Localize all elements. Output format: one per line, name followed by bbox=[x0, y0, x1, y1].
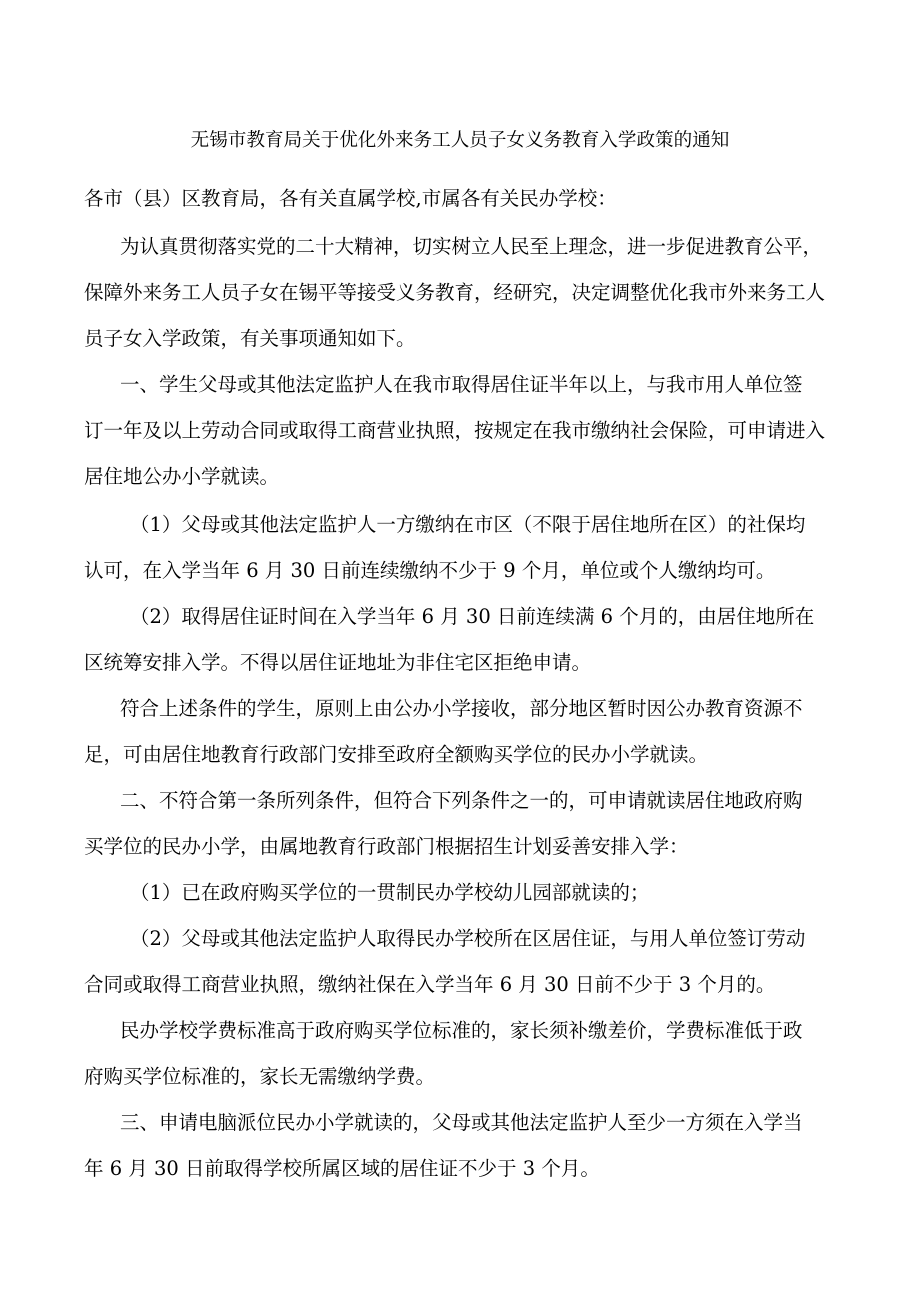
paragraph-line: 买学位的民办小学，由属地教育行政部门根据招生计划妥善安排入学： bbox=[84, 835, 689, 858]
paragraph-line: （2）取得居住证时间在入学当年 6 月 30 日前连续满 6 个月的，由居住地所在 bbox=[130, 605, 815, 628]
document-title: 无锡市教育局关于优化外来务工人员子女义务教育入学政策的通知 bbox=[190, 130, 730, 151]
salutation: 各市（县）区教育局，各有关直属学校,市属各有关民办学校： bbox=[84, 187, 617, 210]
paragraph-line: 区统筹安排入学。不得以居住证地址为非住宅区拒绝申请。 bbox=[84, 651, 592, 674]
paragraph-line: 符合上述条件的学生，原则上由公办小学接收，部分地区暂时因公办教育资源不 bbox=[120, 697, 803, 720]
paragraph-line: 民办学校学费标准高于政府购买学位标准的，家长须补缴差价，学费标准低于政 bbox=[120, 1019, 803, 1042]
paragraph-line: 年 6 月 30 日前取得学校所属区域的居住证不少于 3 个月。 bbox=[84, 1157, 600, 1180]
paragraph-line: 府购买学位标准的，家长无需缴纳学费。 bbox=[84, 1065, 436, 1088]
paragraph-line: 一、学生父母或其他法定监护人在我市取得居住证半年以上，与我市用人单位签 bbox=[120, 373, 803, 396]
paragraph-line: 员子女入学政策，有关事项通知如下。 bbox=[84, 327, 416, 350]
paragraph-line: 合同或取得工商营业执照，缴纳社保在入学当年 6 月 30 日前不少于 3 个月的。 bbox=[84, 973, 776, 996]
paragraph-line: 保障外来务工人员子女在锡平等接受义务教育，经研究，决定调整优化我市外来务工人 bbox=[84, 281, 826, 304]
paragraph-line: 认可，在入学当年 6 月 30 日前连续缴纳不少于 9 个月，单位或个人缴纳均可。 bbox=[84, 559, 776, 582]
paragraph-line: 足，可由居住地教育行政部门安排至政府全额购买学位的民办小学就读。 bbox=[84, 743, 709, 766]
paragraph-line: 二、不符合第一条所列条件，但符合下列条件之一的，可申请就读居住地政府购 bbox=[120, 789, 803, 812]
paragraph-line: （2）父母或其他法定监护人取得民办学校所在区居住证，与用人单位签订劳动 bbox=[130, 927, 806, 950]
paragraph-line: （1）父母或其他法定监护人一方缴纳在市区（不限于居住地所在区）的社保均 bbox=[130, 513, 806, 536]
paragraph-line: 订一年及以上劳动合同或取得工商营业执照，按规定在我市缴纳社会保险，可申请进入 bbox=[84, 419, 826, 442]
paragraph-line: 为认真贯彻落实党的二十大精神，切实树立人民至上理念，进一步促进教育公平， bbox=[120, 235, 823, 258]
paragraph-line: 三、申请电脑派位民办小学就读的，父母或其他法定监护人至少一方须在入学当 bbox=[120, 1111, 803, 1134]
paragraph-line: 居住地公办小学就读。 bbox=[84, 465, 280, 488]
paragraph-line: （1）已在政府购买学位的一贯制民办学校幼儿园部就读的； bbox=[130, 881, 650, 904]
